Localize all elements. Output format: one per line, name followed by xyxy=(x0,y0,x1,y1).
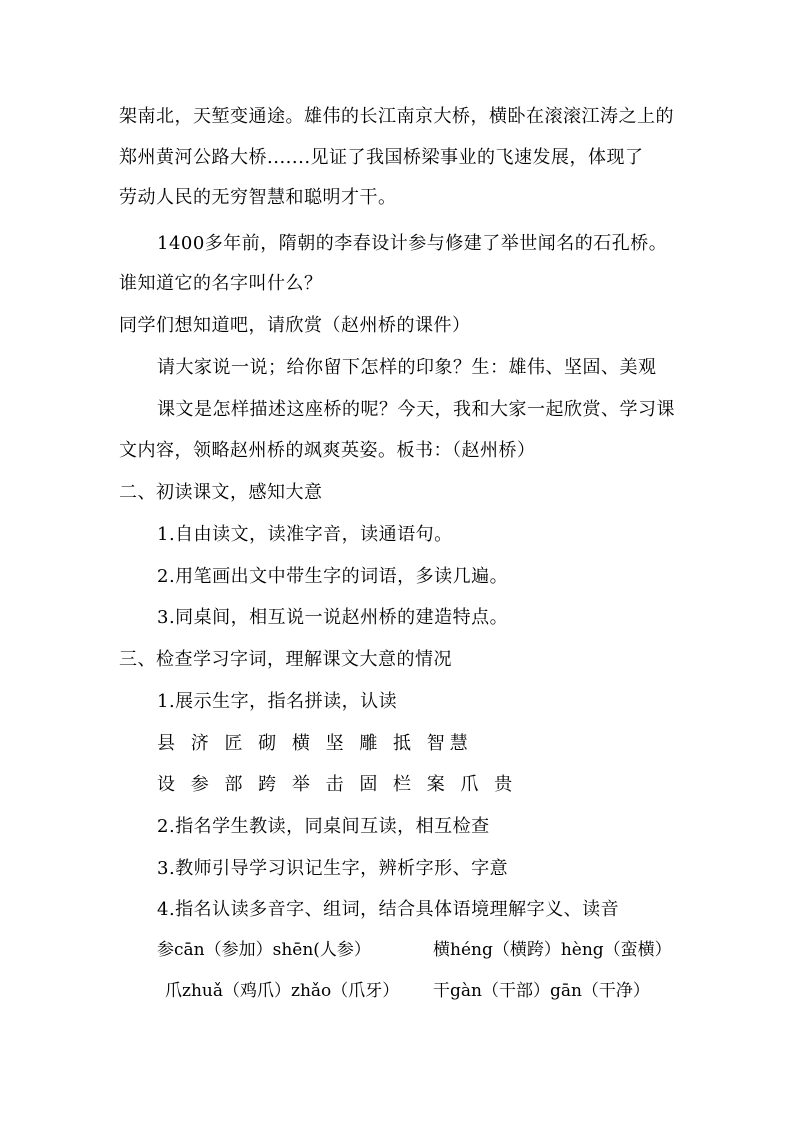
character-list: 县 济 匠 砌 横 坚 雕 抵 智慧 xyxy=(157,733,473,754)
section-heading: 二、初读课文，感知大意 xyxy=(119,482,323,503)
list-item: 1.展示生字，指名拼读，认读 xyxy=(157,691,398,712)
list-item: 3.同桌间，相互说一说赵州桥的建造特点。 xyxy=(157,607,509,628)
polyphone-entry: 横héng（横跨）hèng（蛮横） xyxy=(433,940,672,960)
paragraph-line: 同学们想知道吧，请欣赏（赵州桥的课件） xyxy=(119,315,471,336)
paragraph-line: 郑州黄河公路大桥.......见证了我国桥梁事业的飞速发展，体现了 xyxy=(119,147,644,168)
polyphone-entry: 爪zhuǎ（鸡爪）zhǎo（爪牙） xyxy=(165,981,400,1001)
polyphone-entry: 干gàn（干部）gān（干净） xyxy=(433,981,650,1001)
section-heading: 三、检查学习字词，理解课文大意的情况 xyxy=(119,649,452,670)
list-item: 1.自由读文，读准字音，读通语句。 xyxy=(157,524,453,545)
paragraph-line: 1400多年前，隋朝的李春设计参与修建了举世闻名的石孔桥。 xyxy=(157,233,668,254)
list-item: 2.用笔画出文中带生字的词语，多读几遍。 xyxy=(157,566,509,587)
paragraph-line: 请大家说一说；给你留下怎样的印象？生：雄伟、坚固、美观 xyxy=(157,357,657,378)
paragraph-line: 劳动人民的无穷智慧和聪明才干。 xyxy=(119,187,397,208)
paragraph-line: 谁知道它的名字叫什么？ xyxy=(119,273,323,294)
character-list: 设 参 部 跨 举 击 固 栏 案 爪 贵 xyxy=(157,774,518,795)
paragraph-line: 文内容，领略赵州桥的飒爽英姿。板书：（赵州桥） xyxy=(119,440,536,461)
list-item: 4.指名认读多音字、组词，结合具体语境理解字义、读音 xyxy=(157,899,620,920)
list-item: 3.教师引导学习识记生字，辨析字形、字意 xyxy=(157,858,509,879)
paragraph-line: 课文是怎样描述这座桥的呢？今天，我和大家一起欣赏、学习课 xyxy=(157,399,675,420)
list-item: 2.指名学生教读，同桌间互读，相互检查 xyxy=(157,816,490,837)
paragraph-line: 架南北，天堑变通途。雄伟的长江南京大桥，横卧在滚滚江涛之上的 xyxy=(119,106,674,127)
polyphone-entry: 参cān（参加）shēn(人参） xyxy=(157,940,371,960)
